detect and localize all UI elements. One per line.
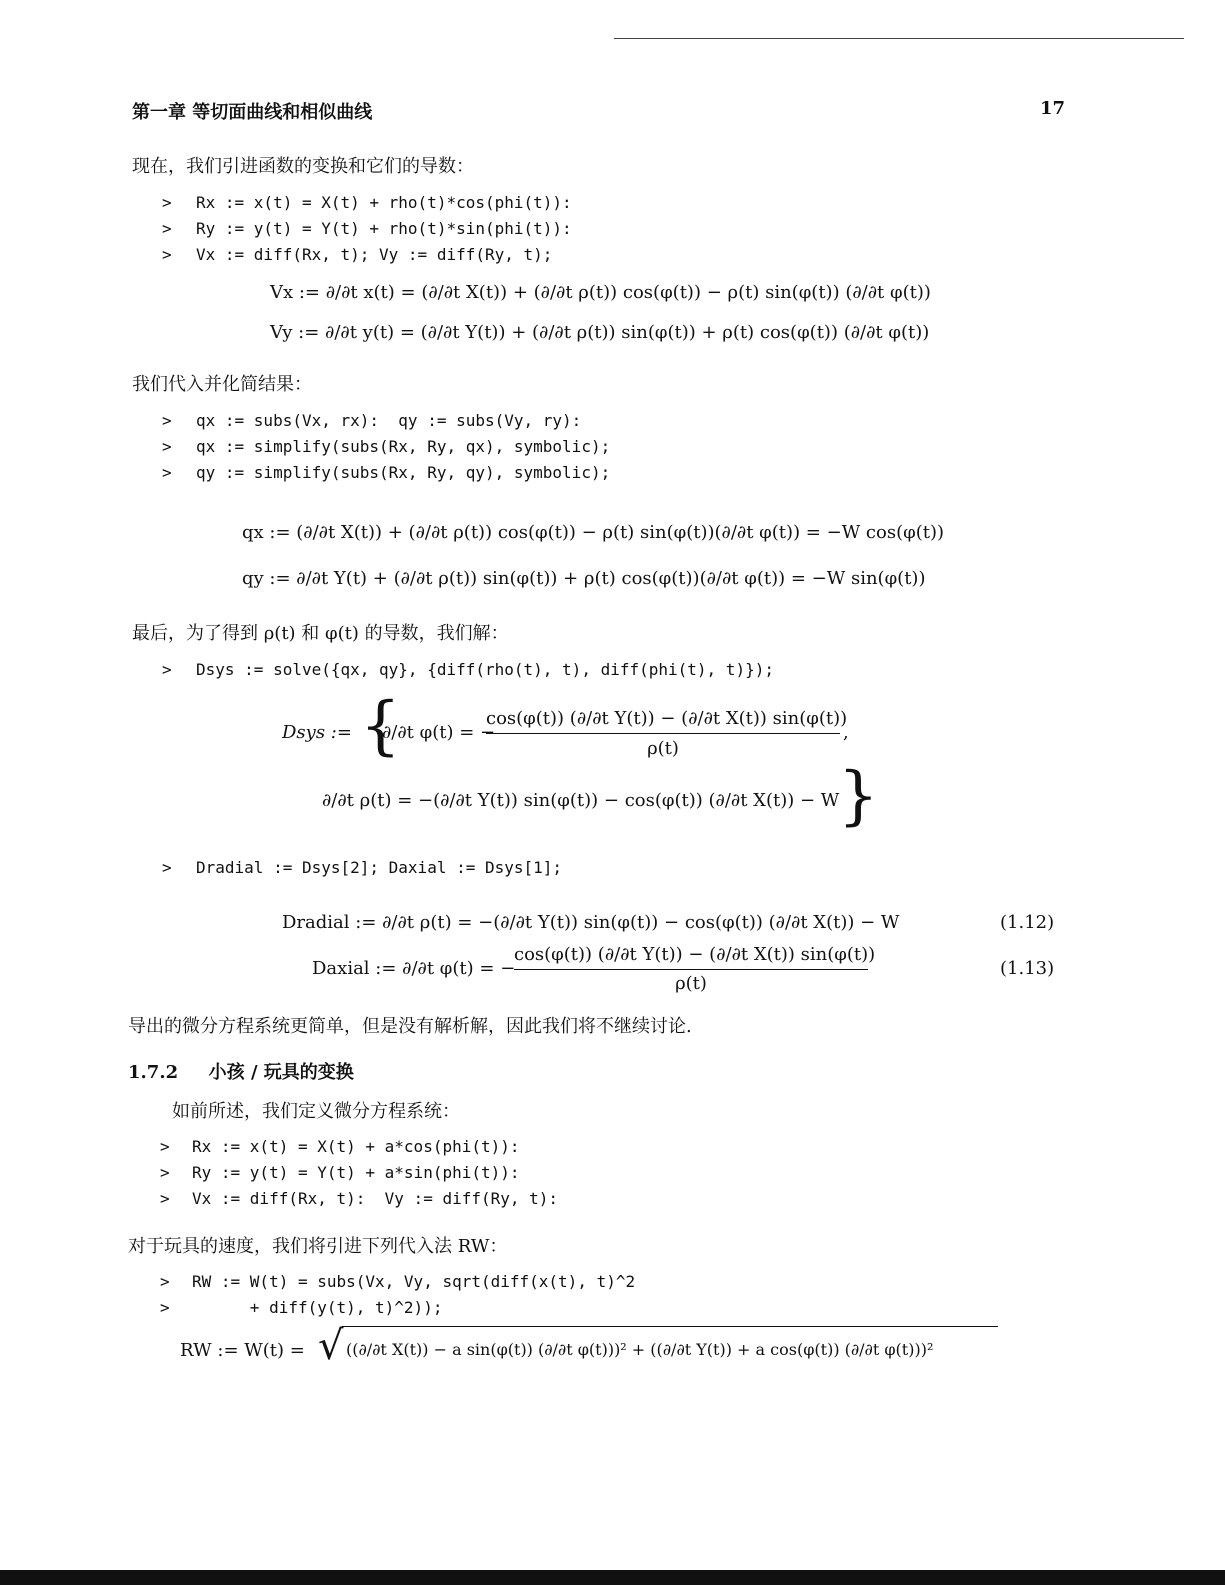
equation-number-1-13: (1.13): [1000, 958, 1055, 979]
prompt-symbol: >: [160, 1272, 170, 1291]
code-line: + diff(y(t), t)^2));: [192, 1298, 443, 1317]
dsys-line1-denominator: ρ(t): [647, 738, 679, 759]
prompt-symbol: >: [162, 660, 172, 679]
bottom-scan-edge: [0, 1570, 1225, 1585]
code-line: Rx := x(t) = X(t) + a*cos(phi(t)):: [192, 1137, 520, 1156]
dsys-line2: ∂/∂t ρ(t) = −(∂/∂t Y(t)) sin(φ(t)) − cos(φ(t)) (∂/∂t X(t)) − W: [322, 790, 840, 811]
code-line: Dsys := solve({qx, qy}, {diff(rho(t), t), diff(phi(t), t)});: [196, 660, 774, 679]
output-dradial: Dradial := ∂/∂t ρ(t) = −(∂/∂t Y(t)) sin(φ(t)) − cos(φ(t)) (∂/∂t X(t)) − W: [282, 912, 900, 933]
right-brace: }: [838, 759, 879, 833]
code-line: qx := simplify(subs(Rx, Ry, qx), symbolic);: [196, 437, 611, 456]
sqrt-vinculum: [342, 1326, 998, 1327]
code-line: Vx := diff(Rx, t): Vy := diff(Ry, t):: [192, 1189, 559, 1208]
dsys-line1-left: ∂/∂t φ(t) = −: [382, 722, 496, 743]
top-rule: [614, 38, 1184, 39]
paragraph-toy-speed: 对于玩具的速度，我们将引进下列代入法 RW：: [128, 1236, 508, 1257]
output-qx: qx := (∂/∂t X(t)) + (∂/∂t ρ(t)) cos(φ(t)) − ρ(t) sin(φ(t))(∂/∂t φ(t)) = −W cos(φ(t)): [242, 522, 944, 543]
section-number: 1.7.2: [128, 1062, 179, 1083]
paragraph-intro: 现在，我们引进函数的变换和它们的导数：: [132, 156, 474, 177]
rw-radicand: ((∂/∂t X(t)) − a sin(φ(t)) (∂/∂t φ(t)))² + ((∂/∂t Y(t)) + a cos(φ(t)) (∂/∂t φ(t)))²: [346, 1340, 934, 1359]
rw-lhs: RW := W(t) =: [180, 1340, 305, 1361]
dsys-label: Dsys :=: [282, 722, 352, 743]
code-line: qx := subs(Vx, rx): qy := subs(Vy, ry):: [196, 411, 582, 430]
comma: ,: [843, 722, 849, 743]
code-line: Ry := y(t) = Y(t) + rho(t)*sin(phi(t)):: [196, 219, 572, 238]
fraction-bar: [514, 969, 868, 970]
paragraph-substitute: 我们代入并化简结果：: [132, 374, 312, 395]
prompt-symbol: >: [160, 1189, 170, 1208]
prompt-symbol: >: [160, 1163, 170, 1182]
code-line: Ry := y(t) = Y(t) + a*sin(phi(t)):: [192, 1163, 520, 1182]
paragraph-conclusion: 导出的微分方程系统更简单，但是没有解析解，因此我们将不继续讨论.: [128, 1016, 692, 1037]
equation-number-1-12: (1.12): [1000, 912, 1055, 933]
output-daxial-left: Daxial := ∂/∂t φ(t) = −: [312, 958, 516, 979]
daxial-numerator: cos(φ(t)) (∂/∂t Y(t)) − (∂/∂t X(t)) sin(φ(t)): [514, 944, 876, 965]
section-heading: [128, 1058, 354, 1084]
daxial-denominator: ρ(t): [675, 973, 707, 994]
code-line: Dradial := Dsys[2]; Daxial := Dsys[1];: [196, 858, 563, 877]
prompt-symbol: >: [162, 193, 172, 212]
output-vx: Vx := ∂/∂t x(t) = (∂/∂t X(t)) + (∂/∂t ρ(t)) cos(φ(t)) − ρ(t) sin(φ(t)) (∂/∂t φ(t)): [270, 282, 931, 303]
code-line: Rx := x(t) = X(t) + rho(t)*cos(phi(t)):: [196, 193, 572, 212]
sqrt-sign: √: [318, 1323, 344, 1369]
output-qy: qy := ∂/∂t Y(t) + (∂/∂t ρ(t)) sin(φ(t)) + ρ(t) cos(φ(t))(∂/∂t φ(t)) = −W sin(φ(t)): [242, 568, 926, 589]
dsys-line1-numerator: cos(φ(t)) (∂/∂t Y(t)) − (∂/∂t X(t)) sin(φ(t)): [486, 708, 848, 729]
chapter-header: 第一章 等切面曲线和相似曲线: [132, 102, 373, 123]
fraction-bar: [486, 733, 840, 734]
page-number: 17: [1040, 98, 1066, 119]
prompt-symbol: >: [162, 245, 172, 264]
prompt-symbol: >: [162, 858, 172, 877]
code-line: qy := simplify(subs(Rx, Ry, qy), symbolic);: [196, 463, 611, 482]
code-line: Vx := diff(Rx, t); Vy := diff(Ry, t);: [196, 245, 553, 264]
section-title: 小孩 / 玩具的变换: [208, 1062, 354, 1083]
prompt-symbol: >: [160, 1298, 170, 1317]
paragraph-solve: 最后，为了得到 ρ(t) 和 φ(t) 的导数，我们解：: [132, 623, 509, 644]
paragraph-define: 如前所述，我们定义微分方程系统：: [172, 1101, 460, 1122]
code-line: RW := W(t) = subs(Vx, Vy, sqrt(diff(x(t), t)^2: [192, 1272, 636, 1291]
left-brace: {: [360, 689, 401, 763]
prompt-symbol: >: [160, 1137, 170, 1156]
prompt-symbol: >: [162, 463, 172, 482]
output-vy: Vy := ∂/∂t y(t) = (∂/∂t Y(t)) + (∂/∂t ρ(t)) sin(φ(t)) + ρ(t) cos(φ(t)) (∂/∂t φ(t)): [270, 322, 930, 343]
prompt-symbol: >: [162, 437, 172, 456]
prompt-symbol: >: [162, 411, 172, 430]
prompt-symbol: >: [162, 219, 172, 238]
